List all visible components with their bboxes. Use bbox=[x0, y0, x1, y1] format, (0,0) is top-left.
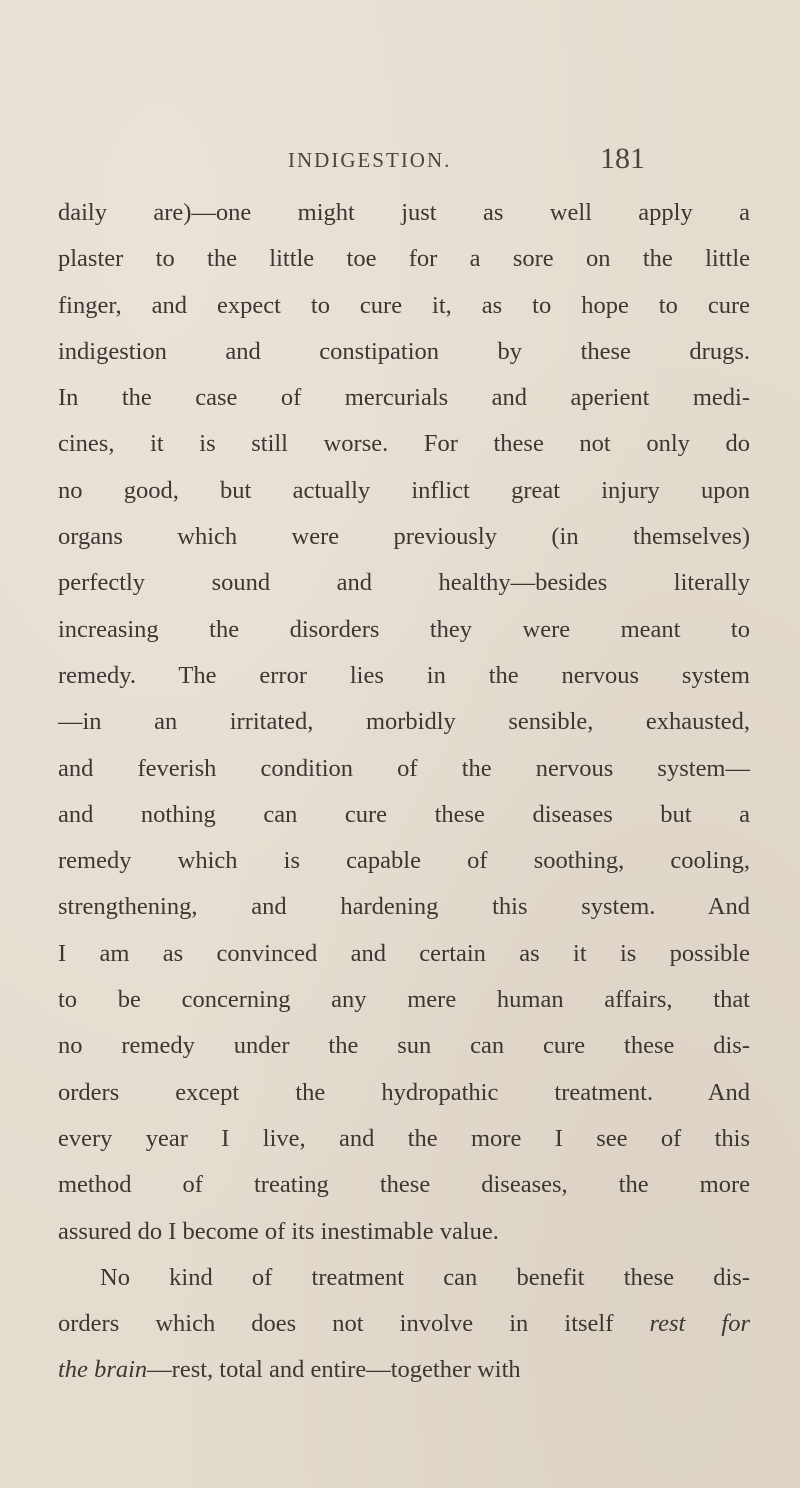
text-line: and feverish condition of the nervous system— bbox=[58, 754, 750, 782]
text-line: plaster to the little toe for a sore on the little bbox=[58, 245, 750, 273]
text-line: strengthening, and hardening this system. And bbox=[58, 893, 750, 921]
text-line: perfectly sound and healthy—besides literally bbox=[58, 569, 750, 597]
text-line: organs which were previously (in themselves) bbox=[58, 523, 750, 551]
text-line: every year I live, and the more I see of this bbox=[58, 1124, 750, 1152]
text-line: daily are)—one might just as well apply a bbox=[58, 199, 750, 226]
page-number: 181 bbox=[600, 142, 645, 175]
text-line: no good, but actually inflict great injury upon bbox=[58, 476, 750, 504]
text-line: to be concerning any mere human affairs, that bbox=[58, 986, 750, 1014]
italic-text: rest for bbox=[649, 1310, 751, 1338]
text-line: In the case of mercurials and aperient medi- bbox=[58, 384, 750, 412]
text-segment: orders which does not involve in itself bbox=[58, 1310, 614, 1338]
text-line: orders except the hydropathic treatment. And bbox=[58, 1078, 750, 1106]
text-line bbox=[58, 1301, 750, 1347]
text-line: increasing the disorders they were meant to bbox=[58, 615, 750, 643]
running-head: INDIGESTION. bbox=[288, 148, 452, 172]
text-line: remedy which is capable of soothing, cooling, bbox=[58, 847, 750, 875]
text-line: No kind of treatment can benefit these dis- bbox=[100, 1263, 750, 1291]
text-line: method of treating these diseases, the more bbox=[58, 1171, 750, 1199]
text-line: assured do I become of its inestimable value. bbox=[58, 1217, 499, 1245]
text-line: I am as convinced and certain as it is possible bbox=[58, 939, 750, 967]
text-line: no remedy under the sun can cure these dis- bbox=[58, 1032, 750, 1060]
text-line: indigestion and constipation by these drugs. bbox=[58, 337, 750, 365]
italic-text: brain bbox=[94, 1356, 148, 1384]
text-segment: —rest, total and entire—together with bbox=[147, 1356, 521, 1384]
body-text bbox=[58, 190, 750, 1394]
text-line bbox=[58, 1347, 750, 1393]
text-line: cines, it is still worse. For these not only do bbox=[58, 430, 750, 458]
text-line: and nothing can cure these diseases but a bbox=[58, 800, 750, 828]
text-line: remedy. The error lies in the nervous system bbox=[58, 661, 750, 689]
page-header bbox=[0, 142, 800, 186]
text-line: —in an irritated, morbidly sensible, exhausted, bbox=[58, 708, 750, 736]
text-line: finger, and expect to cure it, as to hope to cure bbox=[58, 291, 750, 319]
italic-text: the bbox=[58, 1356, 88, 1384]
